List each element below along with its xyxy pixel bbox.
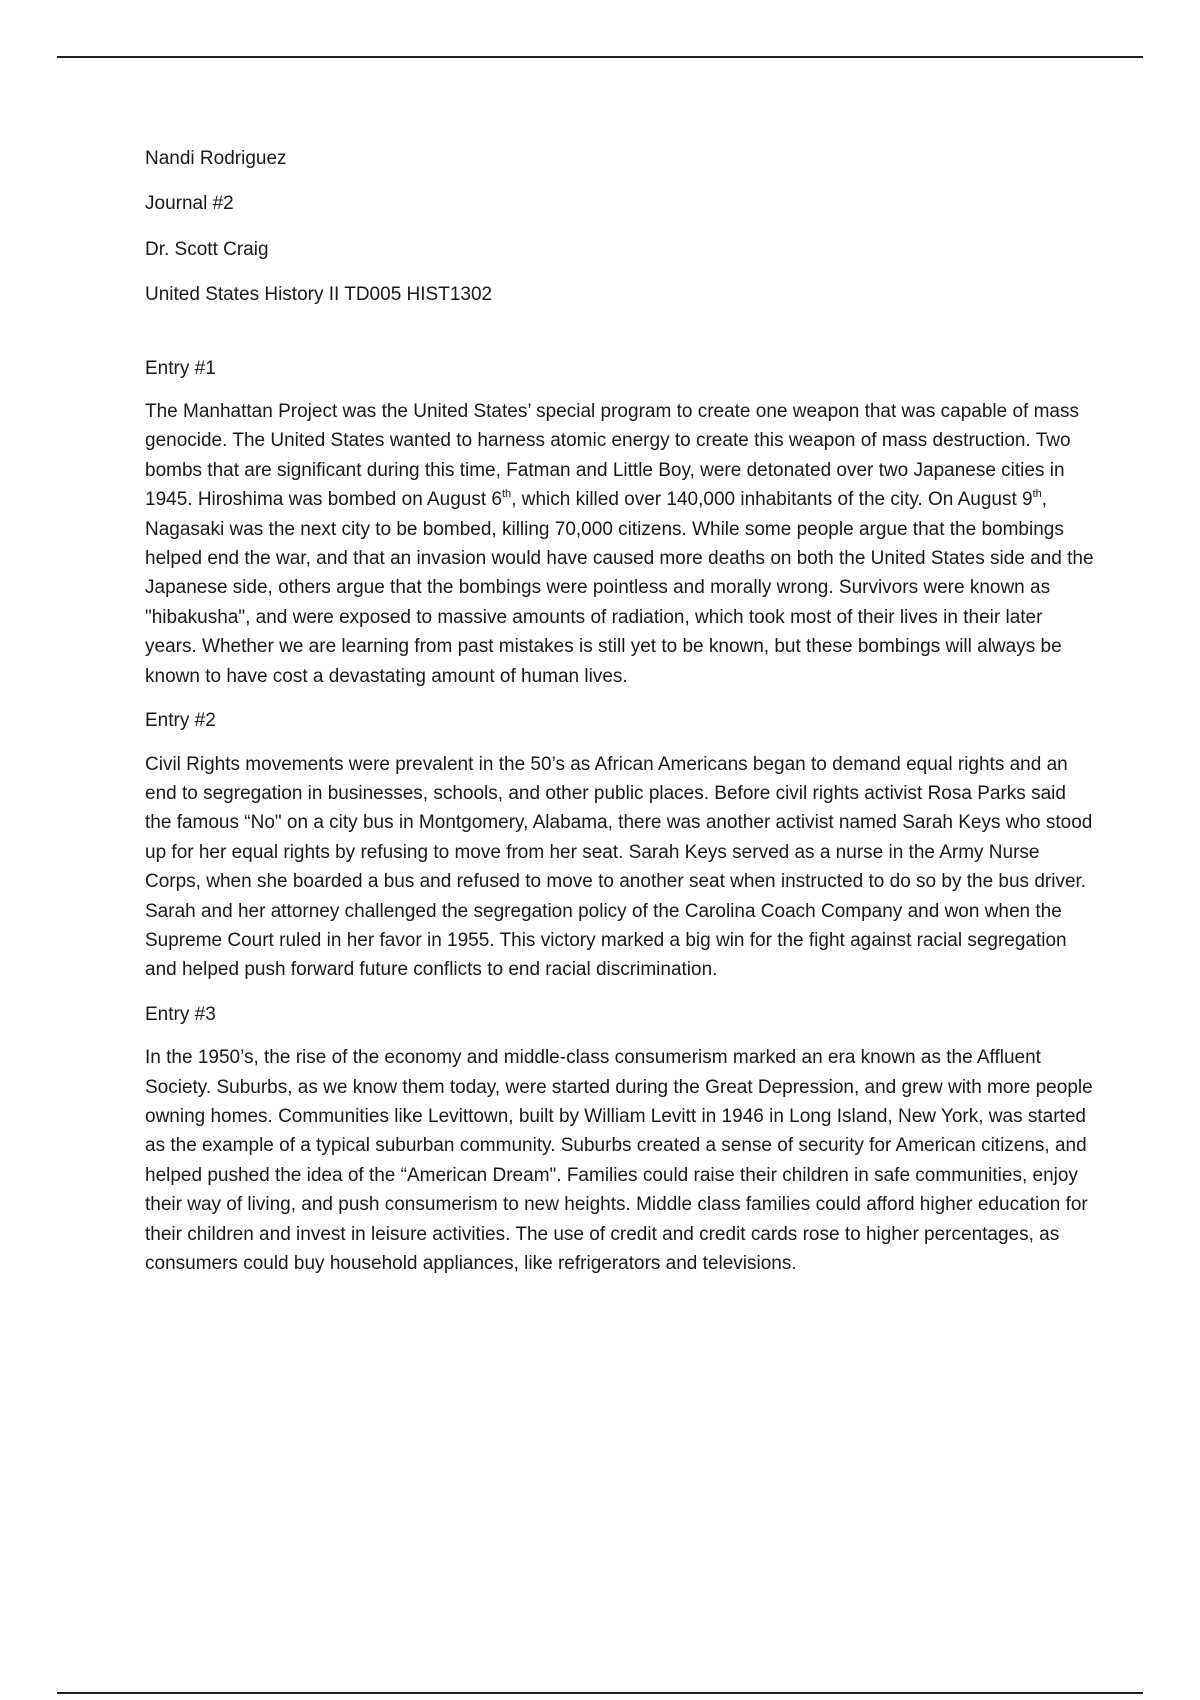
document-body [145,144,1095,1293]
entry-2-title: Entry #2 [145,710,216,732]
author-name: Nandi Rodriguez [145,148,287,169]
document-header [145,144,1095,310]
entry-3-body: In the 1950’s, the rise of the economy and middle-class consumerism marked an era known as the Affluent Society. Suburbs, as we know them today, were started during the Great Depression, and grew with more people owning homes. Communities like Levittown, built by William Levitt in 1946 in Long Island, New York, was started as the example of a typical suburban community. Suburbs created a sense of security for American citizens, and helped pushed the idea of the “American Dream". Families could raise their children in safe communities, enjoy their way of living, and push consumerism to new heights. Middle class families could afford higher education for their children and invest in leisure activities. The use of credit and credit cards rose to higher percentages, as consumers could buy household appliances, like refrigerators and televisions. [145,1047,1093,1274]
entry-1-title: Entry #1 [145,357,216,379]
course-name: United States History II TD005 HIST1302 [145,284,493,306]
top-page-rule [57,56,1143,58]
bottom-page-rule [57,1692,1143,1694]
entry-1-body-part1: The Manhattan Project was the United States’ special program to create one weapon that was capable of mass genocide. The United States wanted to harness atomic energy to create this weapon of mass destruction. Two bombs that are significant during this time, Fatman and Little Boy, were detonated over two Japanese cities in 1945. Hiroshima was bombed on August 6 [145,401,1079,511]
entry-1-body [145,397,1095,691]
entry-3 [145,1000,1095,1279]
entry-1-superscript-2: th [1032,487,1042,500]
entry-1-body-part2: , which killed over 140,000 inhabitants of the city. On August 9 [511,489,1033,511]
instructor-name: Dr. Scott Craig [145,238,269,260]
entry-1 [145,354,1095,691]
entry-1-superscript-1: th [502,487,512,500]
entry-3-title: Entry #3 [145,1003,216,1025]
entry-2-body: Civil Rights movements were prevalent in the 50’s as African Americans began to demand equal rights and an end to segregation in businesses, schools, and other public places. Before civil rights activist Rosa Parks said the famous “No" on a city bus in Montgomery, Alabama, there was another activist named Sarah Keys who stood up for her equal rights by refusing to move from her seat. Sarah Keys served as a nurse in the Army Nurse Corps, when she boarded a bus and refused to move to another seat when instructed to do so by the bus driver. Sarah and her attorney challenged the segregation policy of the Carolina Coach Company and won when the Supreme Court ruled in her favor in 1955. This victory marked a big win for the fight against racial segregation and helped push forward future conflicts to end racial discrimination. [145,753,1093,981]
assignment-title: Journal #2 [145,193,234,215]
entry-2 [145,706,1095,985]
entry-1-body-part3: , Nagasaki was the next city to be bombed, killing 70,000 citizens. While some people argue that the bombings helped end the war, and that an invasion would have caused more deaths on both the United States side and the Japanese side, others argue that the bombings were pointless and morally wrong. Survivors were known as "hibakusha", and were exposed to massive amounts of radiation, which took most of their lives in their later years. Whether we are learning from past mistakes is still yet to be known, but these bombings will always be known to have cost a devastating amount of human lives. [145,489,1094,687]
